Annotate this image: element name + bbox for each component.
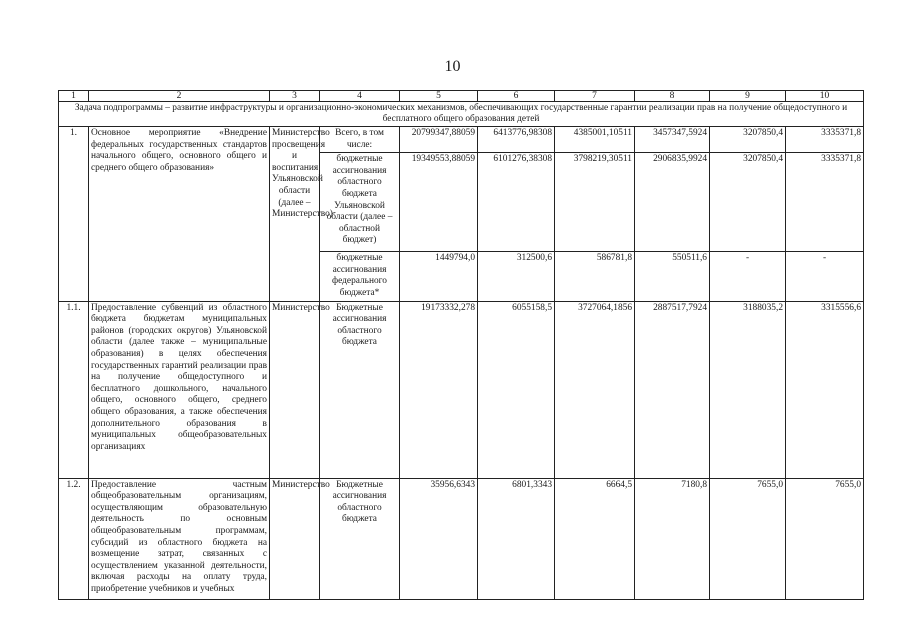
activity-name: Предоставление субвенций из областного бюджета бюджетам муниципальных районов (городских округов) Ульяновской области (далее также – муниципальные образования) в целях обеспечения государственных гарантий реализации прав на получение общедоступного и бесплатного дошкольного, начального общего, основного общего, среднего общего образования, а также обеспечения дополнительного образования в муниципальных общеобразовательных организациях [89,301,270,478]
table-row [59,478,864,599]
value-cell: 3798219,30511 [555,153,635,252]
row-number: 1.2. [59,478,89,599]
value-cell: 3335371,8 [786,153,864,252]
value-cell: 3207850,4 [710,127,786,153]
column-number: 10 [786,91,864,102]
page-number: 10 [444,58,461,75]
activity-name: Предоставление частным общеобразовательным организациям, осуществляющим образовательную деятельность по основным общеобразовательным программам, субсидий из областного бюджета на возмещение затрат, связанных с осуществлением указанной деятельности, включая расходы на оплату труда, приобретение учебников и учебных [89,478,270,599]
executor: Министерство просвещения и воспитания Ульяновской области (далее – Министерство) [270,127,320,302]
value-cell: 312500,6 [478,252,555,301]
column-number: 5 [400,91,478,102]
value-cell: 6055158,5 [478,301,555,478]
row-number: 1.1. [59,301,89,478]
column-number: 1 [59,91,89,102]
column-number: 8 [635,91,710,102]
value-cell: 3335371,8 [786,127,864,153]
column-number: 7 [555,91,635,102]
value-cell: 19173332,278 [400,301,478,478]
value-cell: 3188035,2 [710,301,786,478]
value-cell: 7655,0 [710,478,786,599]
value-cell: 19349553,88059 [400,153,478,252]
value-cell: 6664,5 [555,478,635,599]
value-cell: 2887517,7924 [635,301,710,478]
value-cell: 2906835,9924 [635,153,710,252]
column-number: 3 [270,91,320,102]
value-cell: 3727064,1856 [555,301,635,478]
value-cell: 35956,6343 [400,478,478,599]
value-cell: 3457347,5924 [635,127,710,153]
value-cell: 586781,8 [555,252,635,301]
executor: Министерство [270,478,320,599]
row-number: 1. [59,127,89,302]
value-cell: 7655,0 [786,478,864,599]
value-cell: 7180,8 [635,478,710,599]
column-number: 4 [320,91,400,102]
funding-source: бюджетные ассигнования федерального бюджета* [320,252,400,301]
value-cell: 550511,6 [635,252,710,301]
value-cell: 20799347,88059 [400,127,478,153]
value-cell: 1449794,0 [400,252,478,301]
executor: Министерство [270,301,320,478]
activity-name: Основное мероприятие «Внедрение федеральных государственных стандартов начального общего, основного общего и среднего общего образования» [89,127,270,302]
value-cell: 3207850,4 [710,153,786,252]
value-cell: 6101276,38308 [478,153,555,252]
value-cell: 4385001,10511 [555,127,635,153]
value-cell: - [710,252,786,301]
task-title: Задача подпрограммы – развитие инфраструктуры и организационно-экономических механизмов, обеспечивающих государственные гарантии реализации прав на получение общедоступного и бесплатного общего образования детей [59,102,864,127]
column-number-row [59,91,864,102]
value-cell: - [786,252,864,301]
program-table [58,90,864,600]
funding-source: Бюджетные ассигнования областного бюджета [320,478,400,599]
value-cell: 3315556,6 [786,301,864,478]
table-row [59,127,864,153]
table-row [59,301,864,478]
value-cell: 6801,3343 [478,478,555,599]
funding-source: бюджетные ассигнования областного бюджета Ульяновской области (далее – областной бюджет) [320,153,400,252]
task-row [59,102,864,127]
column-number: 6 [478,91,555,102]
value-cell: 6413776,98308 [478,127,555,153]
funding-source: Всего, в том числе: [320,127,400,153]
column-number: 9 [710,91,786,102]
column-number: 2 [89,91,270,102]
funding-source: Бюджетные ассигнования областного бюджета [320,301,400,478]
